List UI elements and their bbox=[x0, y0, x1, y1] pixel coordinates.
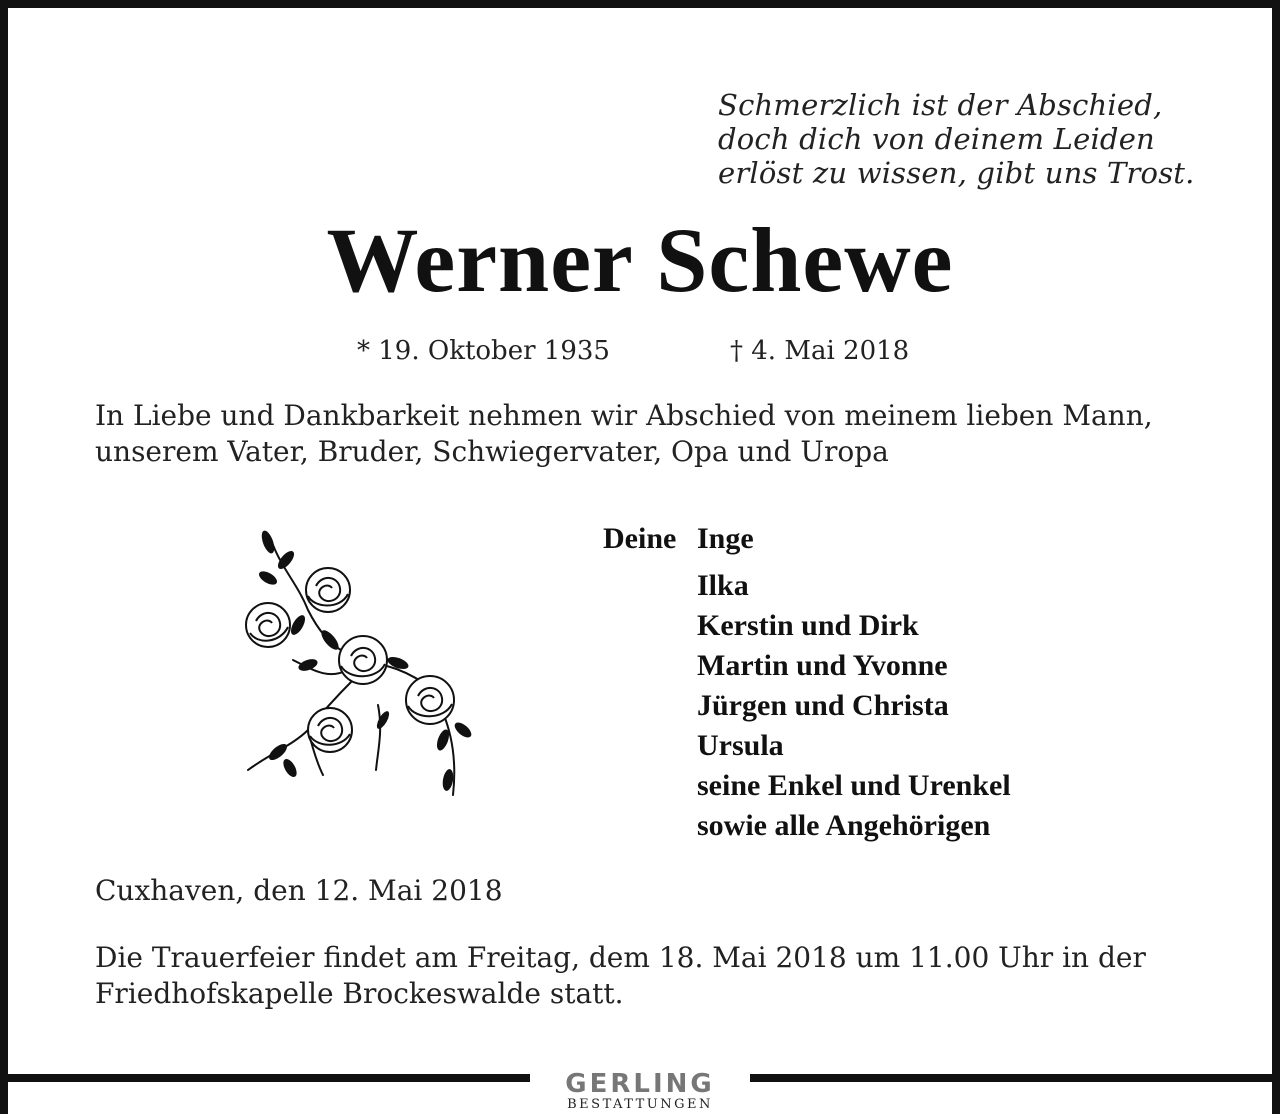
farewell-text bbox=[95, 398, 1205, 470]
mourner-spouse: Inge bbox=[697, 522, 754, 555]
list-item: Kerstin und Dirk bbox=[697, 609, 919, 642]
mourner-list bbox=[697, 566, 1223, 846]
quote-line-1: Schmerzlich ist der Abschied, bbox=[718, 88, 1163, 122]
quote-line-2: doch dich von deinem Leiden bbox=[718, 122, 1155, 156]
list-item: seine Enkel und Urenkel bbox=[697, 769, 1011, 802]
list-item: Jürgen und Christa bbox=[697, 689, 949, 722]
birth-date: * 19. Oktober 1935 bbox=[357, 336, 610, 366]
death-date: † 4. Mai 2018 bbox=[730, 336, 910, 366]
farewell-line-1: In Liebe und Dankbarkeit nehmen wir Abschied von meinem lieben Mann, bbox=[95, 399, 1153, 432]
funeral-line-1: Die Trauerfeier findet am Freitag, dem 18. Mai 2018 um 11.00 Uhr in der bbox=[95, 941, 1146, 974]
deceased-name: Werner Schewe bbox=[326, 209, 954, 311]
place-and-date: Cuxhaven, den 12. Mai 2018 bbox=[95, 874, 503, 907]
logo-brand: GERLING bbox=[565, 1069, 715, 1099]
quote-line-3: erlöst zu wissen, gibt uns Trost. bbox=[718, 156, 1195, 190]
bottom-border-left bbox=[0, 1074, 530, 1082]
funeral-line-2: Friedhofskapelle Brockeswalde statt. bbox=[95, 977, 624, 1010]
bottom-border-right bbox=[750, 1074, 1280, 1082]
mourner-prefix: Deine bbox=[603, 522, 677, 555]
undertaker-logo bbox=[530, 1070, 750, 1112]
farewell-line-2: unserem Vater, Bruder, Schwiegervater, Opa und Uropa bbox=[95, 435, 889, 468]
list-item: Ursula bbox=[697, 729, 784, 762]
logo-subtitle: BESTATTUNGEN bbox=[567, 1097, 713, 1112]
roses-illustration-icon bbox=[238, 530, 498, 810]
list-item: sowie alle Angehörigen bbox=[697, 809, 991, 842]
memorial-quote bbox=[718, 88, 1238, 190]
list-item: Martin und Yvonne bbox=[697, 649, 948, 682]
mourners-block bbox=[603, 519, 1223, 846]
list-item: Ilka bbox=[697, 569, 749, 602]
funeral-info bbox=[95, 940, 1205, 1012]
mourner-first-line bbox=[603, 519, 1223, 559]
